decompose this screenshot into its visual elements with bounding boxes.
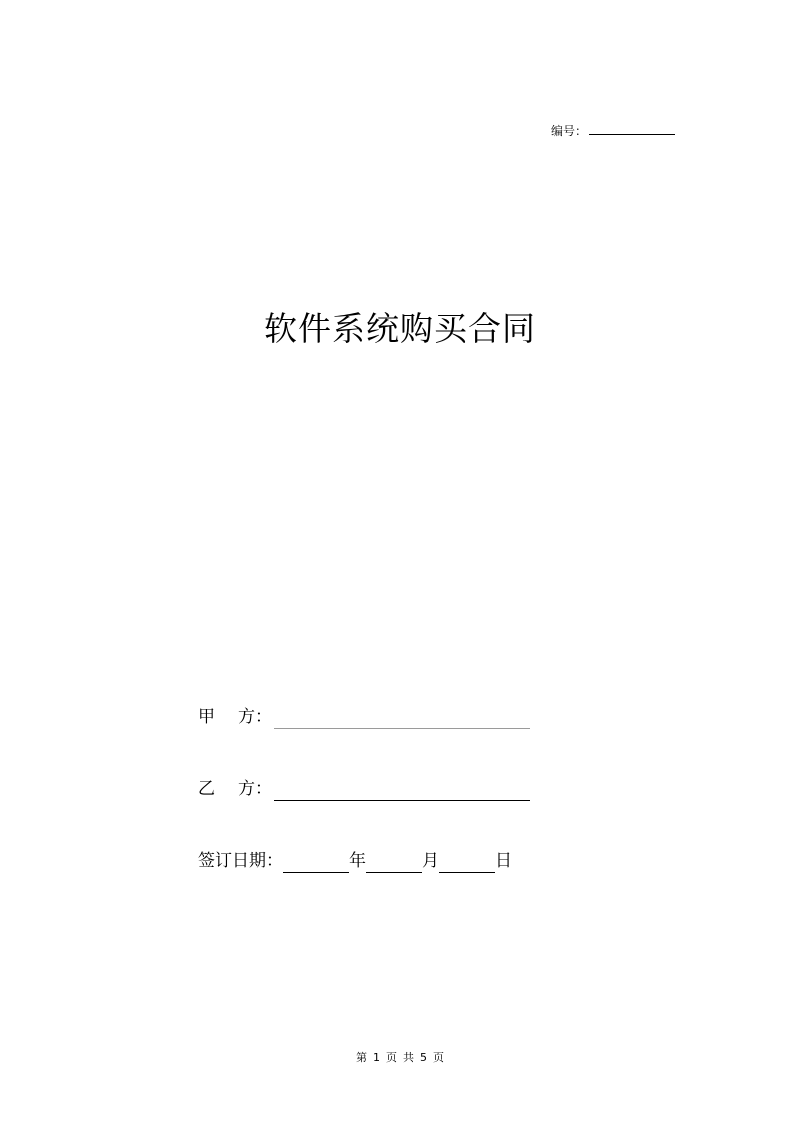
footer-current-page: 1 — [373, 1051, 380, 1064]
sign-date-month-field[interactable] — [366, 852, 422, 873]
footer-suffix: 页 — [433, 1051, 444, 1064]
sign-date-day-label: 日 — [495, 851, 512, 871]
sign-date-label: 签订日期： — [198, 851, 283, 871]
footer-prefix: 第 — [356, 1051, 367, 1064]
document-number-label: 编号： — [551, 124, 588, 138]
footer-total-pages: 5 — [420, 1051, 427, 1064]
document-number — [551, 122, 675, 140]
sign-date-year-label: 年 — [349, 851, 366, 871]
footer-page-word: 页 — [386, 1051, 397, 1064]
party-a-field[interactable] — [274, 708, 530, 729]
party-b-field[interactable] — [274, 780, 530, 801]
page-footer — [0, 1050, 800, 1066]
document-number-field[interactable] — [589, 122, 675, 135]
party-a-line — [198, 705, 530, 729]
sign-date-day-field[interactable] — [439, 852, 495, 873]
party-b-label-char: 乙 — [198, 779, 215, 799]
party-a-label-suffix: 方： — [238, 707, 272, 727]
party-b-label-suffix: 方： — [238, 779, 272, 799]
contract-title: 软件系统购买合同 — [264, 309, 536, 348]
sign-date-year-field[interactable] — [283, 852, 349, 873]
footer-total-word: 共 — [403, 1051, 414, 1064]
party-a-label-char: 甲 — [198, 707, 215, 727]
sign-date-month-label: 月 — [422, 851, 439, 871]
party-b-line — [198, 777, 530, 801]
sign-date-line — [198, 849, 512, 873]
